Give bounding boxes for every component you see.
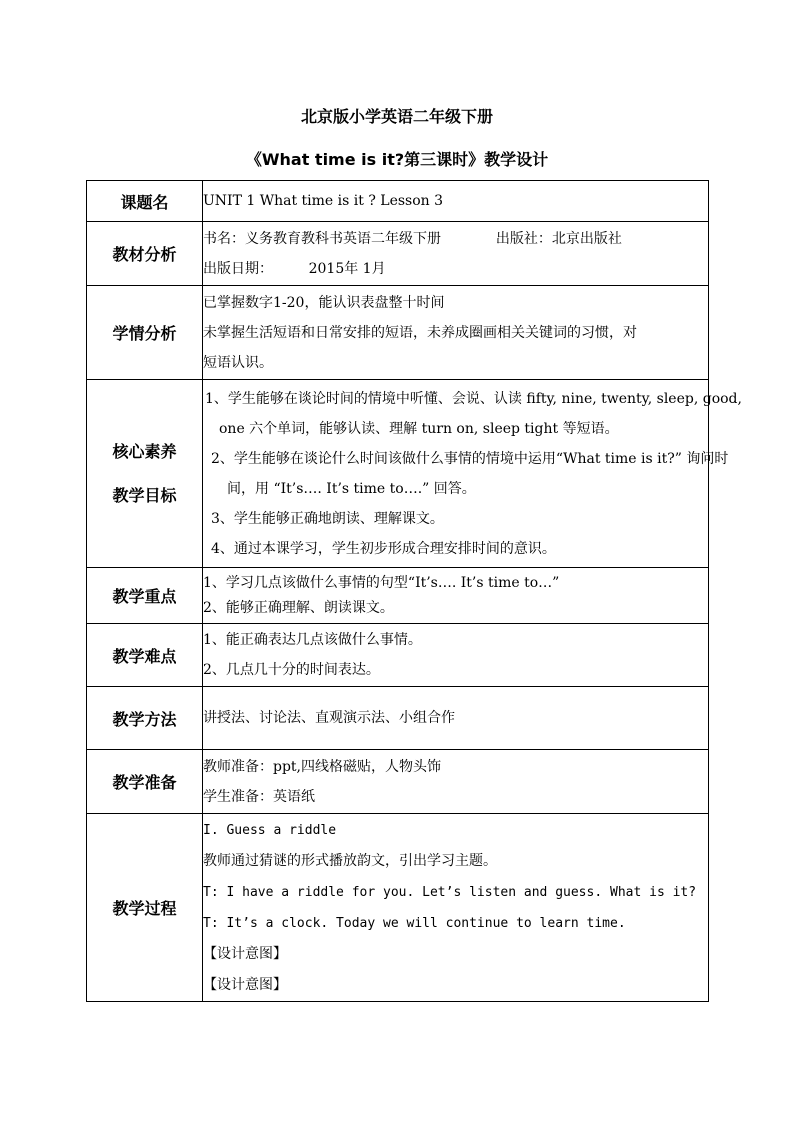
label-goals-line-2: 教学目标 (112, 485, 177, 505)
process-line-2: 教师通过猜谜的形式播放韵文，引出学习主题。 (203, 852, 497, 869)
row-methods (87, 687, 709, 750)
row-process (87, 814, 709, 1002)
materials-book: 书名：义务教育教科书英语二年级下册 (203, 230, 441, 247)
label-difficulties: 教学难点 (87, 624, 203, 687)
process-line-5: 【设计意图】 (203, 945, 287, 962)
label-key-points: 教学重点 (87, 568, 203, 624)
label-topic: 课题名 (87, 181, 203, 222)
row-topic (87, 181, 709, 222)
materials-content (203, 222, 709, 286)
learners-content (203, 286, 709, 380)
topic-text (203, 181, 709, 222)
materials-publisher: 出版社：北京出版社 (495, 230, 622, 247)
row-learners (87, 286, 709, 380)
difficulty-1: 1、能正确表达几点该做什么事情。 (203, 632, 422, 648)
label-learners: 学情分析 (87, 286, 203, 380)
label-materials: 教材分析 (87, 222, 203, 286)
row-materials (87, 222, 709, 286)
goals-content (203, 380, 742, 568)
label-goals (87, 380, 203, 568)
goal-1b: one 六个单词，能够认读、理解 turn on, sleep tight 等短语。 (219, 420, 619, 437)
row-difficulties (87, 624, 709, 687)
materials-date: 出版日期： 2015年 1月 (203, 260, 386, 277)
learners-line-1: 已掌握数字1-20，能认识表盘整十时间 (203, 294, 445, 311)
label-goals-line-1: 核心素养 (112, 441, 177, 461)
label-methods: 教学方法 (87, 687, 203, 750)
topic-line: UNIT 1 What time is it ? Lesson 3 (203, 193, 444, 209)
key-points-content (203, 568, 709, 624)
key-point-2: 2、能够正确理解、朗读课文。 (203, 599, 394, 616)
row-preparation (87, 750, 709, 814)
process-line-6: 【设计意图】 (203, 976, 287, 993)
preparation-content (203, 750, 709, 814)
goal-1a: 1、学生能够在谈论时间的情境中听懂、会说、认读 fifty, nine, twenty, sleep, good, (205, 390, 742, 407)
learners-line-3: 短语认识。 (203, 354, 273, 371)
methods-content (203, 687, 709, 750)
process-line-1: I. Guess a riddle (203, 822, 337, 838)
row-goals (87, 380, 709, 568)
document-title: 北京版小学英语二年级下册 (300, 107, 493, 126)
row-key-points (87, 568, 709, 624)
difficulty-2: 2、几点几十分的时间表达。 (203, 662, 380, 678)
goal-4: 4、通过本课学习，学生初步形成合理安排时间的意识。 (211, 540, 556, 557)
label-process: 教学过程 (87, 814, 203, 1002)
goal-3: 3、学生能够正确地朗读、理解课文。 (211, 510, 444, 527)
preparation-student: 学生准备：英语纸 (203, 788, 315, 805)
goal-2a: 2、学生能够在谈论什么时间该做什么事情的情境中运用“What time is it?” 询问时 (211, 450, 729, 467)
process-content (203, 814, 709, 1002)
methods-text: 讲授法、讨论法、直观演示法、小组合作 (203, 710, 455, 726)
difficulties-content (203, 624, 709, 687)
goal-2b: 间，用 “It’s…. It’s time to….” 回答。 (227, 480, 476, 497)
preparation-teacher: 教师准备：ppt,四线格磁贴，人物头饰 (203, 758, 441, 775)
key-point-1: 1、学习几点该做什么事情的句型“It’s…. It’s time to…” (203, 574, 560, 591)
process-line-3: T: I have a riddle for you. Let’s listen and guess. What is it? (203, 884, 697, 900)
document-subtitle: 《What time is it?第三课时》教学设计 (245, 150, 549, 169)
learners-line-2: 未掌握生活短语和日常安排的短语，未养成圈画相关关键词的习惯，对 (203, 324, 637, 341)
lesson-plan-table (86, 180, 742, 1002)
label-preparation: 教学准备 (87, 750, 203, 814)
process-line-4: T: It’s a clock. Today we will continue to learn time. (203, 915, 626, 931)
